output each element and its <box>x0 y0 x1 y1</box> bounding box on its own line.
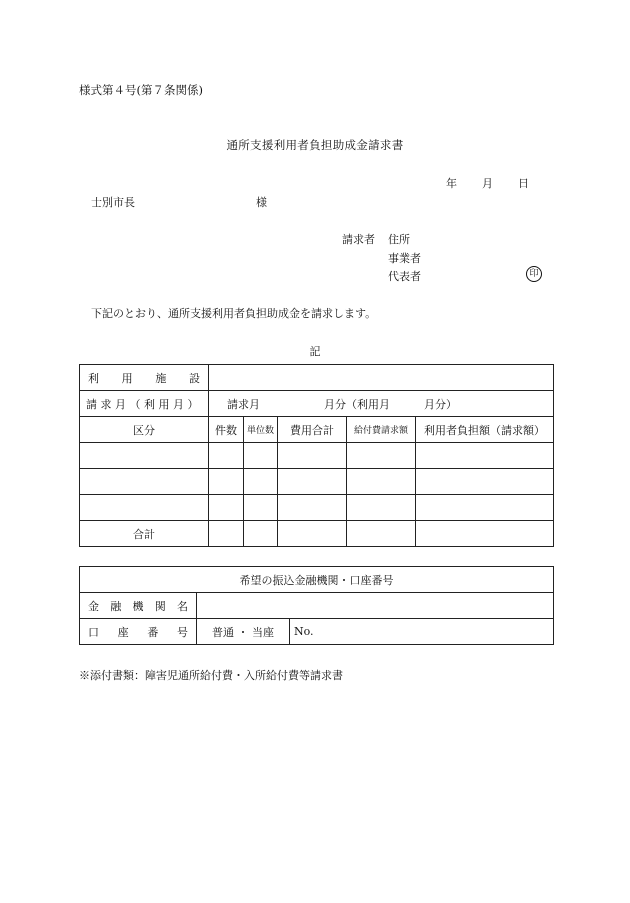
institution-label-cell <box>80 593 197 619</box>
account-number-field[interactable] <box>290 619 554 645</box>
total-cost-sum-cell[interactable] <box>278 521 347 547</box>
total-cost-cell[interactable] <box>278 469 347 495</box>
date-day: 日 <box>518 177 529 190</box>
units-cell[interactable] <box>244 495 278 521</box>
header-total-cost: 費用合計 <box>278 417 347 443</box>
benefit-claim-cell[interactable] <box>347 469 416 495</box>
claim-month-close: 月分） <box>424 397 457 411</box>
claim-month-value-field[interactable] <box>209 391 554 417</box>
total-label: 合計 <box>80 521 209 547</box>
claim-month-label: 請 求 月 （ 利 用 月 ） <box>80 391 209 417</box>
total-count-cell[interactable] <box>209 521 244 547</box>
seal-mark: 印 <box>526 266 542 282</box>
honorific: 様 <box>256 196 267 209</box>
user-burden-cell[interactable] <box>416 469 554 495</box>
benefit-claim-cell[interactable] <box>347 443 416 469</box>
bank-title-row <box>80 567 554 593</box>
category-cell[interactable] <box>80 443 209 469</box>
institution-row <box>80 593 554 619</box>
facility-label-char: 設 <box>188 371 200 385</box>
total-benefit-cell[interactable] <box>347 521 416 547</box>
institution-label-char: 名 <box>177 599 188 613</box>
count-cell[interactable] <box>209 469 244 495</box>
business-label: 事業者 <box>388 252 421 265</box>
total-cost-cell[interactable] <box>278 443 347 469</box>
bank-table <box>79 566 554 645</box>
date-line <box>446 175 529 191</box>
claim-month-paren: 月分（利用月 <box>324 397 390 411</box>
account-label-cell <box>80 619 197 645</box>
account-label-char: 口 <box>88 625 99 639</box>
attachment-note: ※添付書類：障害児通所給付費・入所給付費等請求書 <box>79 669 343 682</box>
facility-label-char: 利 <box>88 371 99 385</box>
category-cell[interactable] <box>80 495 209 521</box>
ki-heading: 記 <box>309 345 321 358</box>
account-label-char: 座 <box>117 625 129 639</box>
total-units-cell[interactable] <box>244 521 278 547</box>
claimant-label: 請求者 <box>342 233 375 246</box>
total-cost-cell[interactable] <box>278 495 347 521</box>
count-cell[interactable] <box>209 495 244 521</box>
table-row <box>80 443 554 469</box>
count-cell[interactable] <box>209 443 244 469</box>
account-label-char: 号 <box>176 625 188 639</box>
document-title: 通所支援利用者負担助成金請求書 <box>226 138 404 152</box>
addressee: 士別市長 <box>91 196 135 209</box>
date-month: 月 <box>482 177 493 190</box>
bank-title: 希望の振込金融機関・口座番号 <box>80 567 554 593</box>
institution-value-field[interactable] <box>197 593 554 619</box>
facility-row <box>80 365 554 391</box>
user-burden-cell[interactable] <box>416 443 554 469</box>
institution-label-char: 融 <box>110 599 122 613</box>
total-row <box>80 521 554 547</box>
total-user-burden-cell[interactable] <box>416 521 554 547</box>
header-units: 単位数 <box>244 417 278 443</box>
facility-label-cell <box>80 365 209 391</box>
date-year: 年 <box>446 177 457 190</box>
user-burden-cell[interactable] <box>416 495 554 521</box>
benefit-claim-cell[interactable] <box>347 495 416 521</box>
units-cell[interactable] <box>244 469 278 495</box>
units-cell[interactable] <box>244 443 278 469</box>
header-category: 区分 <box>80 417 209 443</box>
representative-label: 代表者 <box>388 270 421 283</box>
form-number: 様式第４号(第７条関係) <box>79 83 203 97</box>
account-label-char: 番 <box>147 625 159 639</box>
account-no-label: No. <box>294 625 314 638</box>
institution-label-char: 金 <box>88 599 99 613</box>
claim-month-text: 請求月 <box>227 397 260 411</box>
account-row <box>80 619 554 645</box>
header-row <box>80 417 554 443</box>
account-type-option[interactable]: 普通 ・ 当座 <box>197 619 290 645</box>
facility-value-field[interactable] <box>209 365 554 391</box>
table-row <box>80 495 554 521</box>
category-cell[interactable] <box>80 469 209 495</box>
claim-month-row <box>80 391 554 417</box>
address-label: 住所 <box>388 233 410 246</box>
facility-label-char: 用 <box>121 371 133 385</box>
header-user-burden: 利用者負担額（請求額） <box>416 417 554 443</box>
institution-label-char: 関 <box>154 599 166 613</box>
claim-table <box>79 364 554 547</box>
facility-label-char: 施 <box>155 371 167 385</box>
institution-label-char: 機 <box>132 599 144 613</box>
intro-text: 下記のとおり、通所支援利用者負担助成金を請求します。 <box>91 307 377 320</box>
header-count: 件数 <box>209 417 244 443</box>
header-benefit-claim: 給付費請求額 <box>347 417 416 443</box>
table-row <box>80 469 554 495</box>
